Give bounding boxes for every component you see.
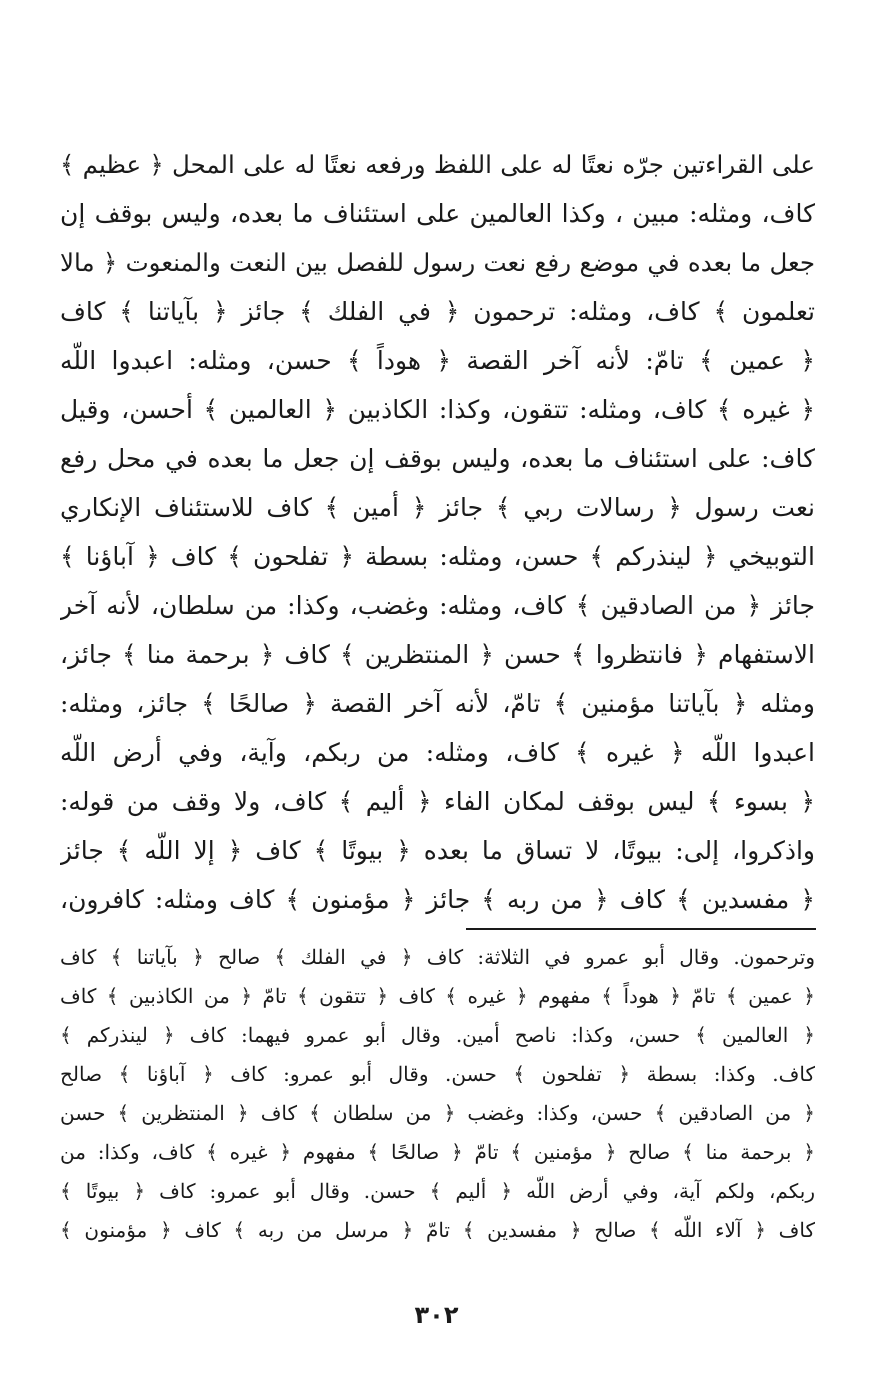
main-text-line: ومثله ﴿ بآياتنا مؤمنين ﴾ تامّ، لأنه آخر القصة ﴿ صالحًا ﴾ جائز، ومثله: [60, 689, 815, 718]
main-text-line: التوبيخي ﴿ لينذركم ﴾ حسن، ومثله: بسطة ﴿ تفلحون ﴾ كاف ﴿ آباؤنا ﴾ [60, 542, 815, 571]
main-text-line: اعبدوا اللّه ﴿ غيره ﴾ كاف، ومثله: من ربكم، وآية، وفي أرض اللّه [60, 738, 815, 767]
footnote-line: كاف. وكذا: بسطة ﴿ تفلحون ﴾ حسن. وقال أبو عمرو: كاف ﴿ آباؤنا ﴾ صالح [60, 1062, 815, 1086]
footnotes-block [60, 938, 815, 1250]
main-text-line: ﴿ عمين ﴾ تامّ: لأنه آخر القصة ﴿ هوداً ﴾ حسن، ومثله: اعبدوا اللّه [60, 346, 815, 375]
main-text-line: ﴿ غيره ﴾ كاف، ومثله: تتقون، وكذا: الكاذبين ﴿ العالمين ﴾ أحسن، وقيل [60, 395, 815, 424]
main-text-line: كاف: على استئناف ما بعده، وليس بوقف إن جعل ما بعده في محل رفع [60, 444, 815, 473]
main-text-line: تعلمون ﴾ كاف، ومثله: ترحمون ﴿ في الفلك ﴾ جائز ﴿ بآياتنا ﴾ كاف [60, 297, 815, 326]
main-text-line: جعل ما بعده في موضع رفع نعت رسول للفصل بين النعت والمنعوت ﴿ مالا [60, 248, 815, 277]
main-text-line: على القراءتين جرّه نعتًا له على اللفظ ورفعه نعتًا له على المحل ﴿ عظيم ﴾ [60, 150, 815, 179]
footnote-line: ﴿ برحمة منا ﴾ صالح ﴿ مؤمنين ﴾ تامّ ﴿ صالحًا ﴾ مفهوم ﴿ غيره ﴾ كاف، وكذا: من [60, 1140, 815, 1164]
footnote-line: ﴿ العالمين ﴾ حسن، وكذا: ناصح أمين. وقال أبو عمرو فيهما: كاف ﴿ لينذركم ﴾ [60, 1023, 815, 1047]
main-text-block [60, 140, 815, 924]
main-text-line: الاستفهام ﴿ فانتظروا ﴾ حسن ﴿ المنتظرين ﴾ كاف ﴿ برحمة منا ﴾ جائز، [60, 640, 815, 669]
footnote-line: ﴿ عمين ﴾ تامّ ﴿ هوداً ﴾ مفهوم ﴿ غيره ﴾ كاف ﴿ تتقون ﴾ تامّ ﴿ من الكاذبين ﴾ كاف [60, 984, 815, 1008]
main-text-line: نعت رسول ﴿ رسالات ربي ﴾ جائز ﴿ أمين ﴾ كاف للاستئناف الإنكاري [60, 493, 815, 522]
footnote-line: ربكم، ولكم آية، وفي أرض اللّه ﴿ أليم ﴾ حسن. وقال أبو عمرو: كاف ﴿ بيوتًا ﴾ [60, 1179, 815, 1203]
main-text-line: واذكروا، إلى: بيوتًا، لا تساق ما بعده ﴿ بيوتًا ﴾ كاف ﴿ إلا اللّه ﴾ جائز [60, 836, 815, 865]
footnote-line: كاف ﴿ آلاء اللّه ﴾ صالح ﴿ مفسدين ﴾ تامّ ﴿ مرسل من ربه ﴾ كاف ﴿ مؤمنون ﴾ [60, 1218, 815, 1242]
main-text-line: ﴿ مفسدين ﴾ كاف ﴿ من ربه ﴾ جائز ﴿ مؤمنون ﴾ كاف ومثله: كافرون، [60, 885, 815, 914]
footnote-line: ﴿ من الصادقين ﴾ حسن، وكذا: وغضب ﴿ من سلطان ﴾ كاف ﴿ المنتظرين ﴾ حسن [60, 1101, 815, 1125]
footnote-divider [466, 928, 816, 930]
main-text-line: جائز ﴿ من الصادقين ﴾ كاف، ومثله: وغضب، وكذا: من سلطان، لأنه آخر [60, 591, 815, 620]
main-text-line: ﴿ بسوء ﴾ ليس بوقف لمكان الفاء ﴿ أليم ﴾ كاف، ولا وقف من قوله: [60, 787, 815, 816]
main-text-line: كاف، ومثله: مبين ، وكذا العالمين على استئناف ما بعده، وليس بوقف إن [60, 199, 815, 228]
page-number: ٣٠٢ [414, 1301, 459, 1329]
footnote-line: وترحمون. وقال أبو عمرو في الثلاثة: كاف ﴿ في الفلك ﴾ صالح ﴿ بآياتنا ﴾ كاف [60, 945, 815, 969]
